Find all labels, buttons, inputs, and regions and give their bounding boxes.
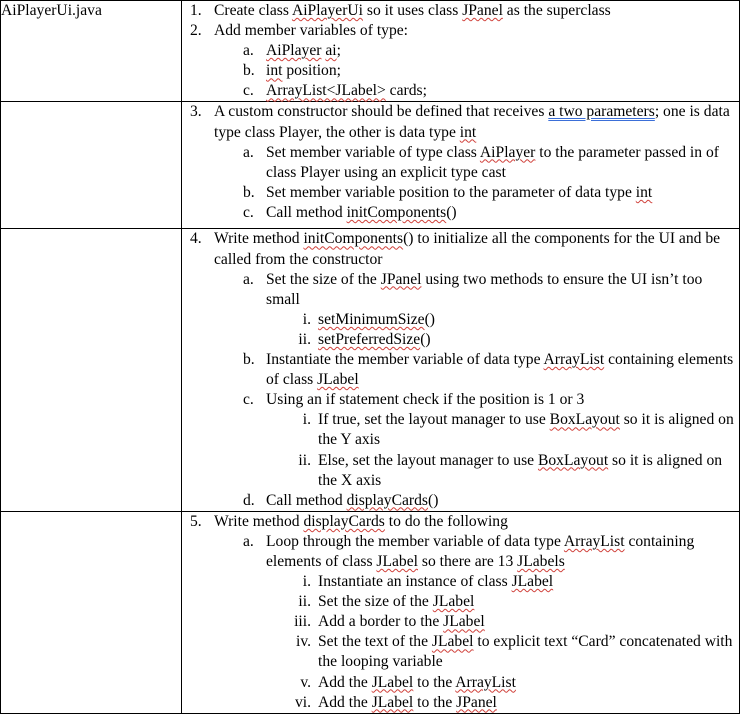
- list-marker: ii.: [298, 451, 311, 469]
- spellcheck-flagged-text: JLabel: [431, 633, 474, 651]
- steps-cell: [182, 511, 740, 713]
- item-text: Instantiate an instance of class: [318, 573, 512, 591]
- item-text: (): [420, 330, 431, 348]
- list-marker: b.: [243, 351, 255, 369]
- list-marker: a.: [243, 532, 254, 550]
- list-marker: a.: [243, 42, 254, 60]
- item-text: to do the following: [384, 512, 508, 530]
- item-text: to the: [413, 673, 456, 691]
- spellcheck-flagged-text: JLabel: [317, 371, 359, 389]
- grammar-flagged-text: a two parameters: [548, 103, 655, 121]
- item-text: Create class: [214, 2, 292, 19]
- spellcheck-flagged-text: initComponents: [303, 230, 404, 248]
- list-marker: ii.: [298, 593, 311, 611]
- list-item: [182, 41, 739, 61]
- spellcheck-flagged-text: int: [266, 62, 283, 80]
- item-text: Add the: [318, 693, 372, 711]
- spellcheck-flagged-text: AiPlayer: [266, 42, 322, 60]
- item-text: containing elements of class: [266, 351, 734, 389]
- item-text: cards;: [385, 82, 427, 100]
- table-row: [1, 229, 740, 511]
- item-text: as the superclass: [502, 2, 611, 19]
- list-item: [182, 491, 739, 511]
- item-text: Set member variable of type class: [266, 143, 480, 161]
- spellcheck-flagged-text: AiPlayerUi: [291, 2, 363, 19]
- item-text: Write method: [214, 230, 304, 248]
- spellcheck-flagged-text: JLabels: [517, 552, 565, 570]
- item-text: to the: [413, 693, 457, 711]
- file-name-cell: [1, 1, 182, 102]
- item-text: Add the: [318, 673, 372, 691]
- spellcheck-flagged-text: JPanel: [462, 2, 503, 19]
- table-row: [1, 102, 740, 229]
- list-item: [182, 203, 739, 223]
- steps-cell: [182, 1, 740, 102]
- spellcheck-flagged-text: JLabel: [376, 552, 418, 570]
- item-text: Add member variables of type:: [214, 22, 408, 40]
- list-item: [182, 592, 739, 612]
- list-item: [182, 350, 739, 390]
- list-marker: iv.: [295, 633, 311, 651]
- steps-cell: [182, 102, 740, 229]
- spellcheck-flagged-text: setMinimumSize: [318, 310, 425, 328]
- item-text: Loop through the member variable of data type: [266, 532, 564, 550]
- spellcheck-flagged-text: JLabel: [511, 573, 554, 591]
- list-marker: 1.: [190, 2, 202, 19]
- list-item: [182, 410, 739, 450]
- list-marker: vi.: [294, 693, 311, 711]
- item-text: to explicit text “Card” concatenated with the looping variable: [318, 633, 733, 671]
- list-item: [182, 1, 739, 21]
- spellcheck-flagged-text: JLabel: [371, 693, 414, 711]
- spellcheck-flagged-text: ai: [325, 42, 337, 60]
- empty-cell: [1, 229, 182, 511]
- item-text: Set the size of the: [318, 593, 433, 611]
- item-text: Else, set the layout manager to use: [318, 451, 538, 469]
- list-item: [182, 693, 739, 713]
- spellcheck-flagged-text: JLabel: [432, 593, 475, 611]
- list-marker: c.: [243, 203, 254, 221]
- item-text: (): [428, 491, 439, 509]
- list-item: [182, 330, 739, 350]
- table-row: [1, 511, 740, 713]
- item-text: Set member variable position to the parameter of data type: [266, 183, 636, 201]
- list-item: [182, 183, 739, 203]
- item-text: (): [424, 310, 435, 328]
- spellcheck-flagged-text: ArrayList: [455, 673, 516, 691]
- list-marker: 4.: [190, 230, 202, 248]
- item-text: Instantiate the member variable of data type: [266, 351, 544, 369]
- item-text: using two methods to ensure the UI isn’t too small: [266, 270, 703, 308]
- item-text: to the parameter passed in of class Player using an explicit type cast: [266, 143, 719, 181]
- list-item: [182, 310, 739, 330]
- list-item: [182, 532, 739, 572]
- list-item: [182, 632, 739, 672]
- list-marker: 5.: [190, 512, 202, 530]
- list-marker: a.: [243, 270, 254, 288]
- spellcheck-flagged-text: ArrayList: [563, 532, 625, 550]
- item-text: Write method: [214, 512, 304, 530]
- list-marker: i.: [302, 573, 311, 591]
- list-item: [182, 390, 739, 410]
- item-text: so there are 13: [418, 552, 518, 570]
- item-text: position;: [282, 62, 341, 80]
- spellcheck-flagged-text: JPanel: [380, 270, 422, 288]
- list-marker: b.: [243, 62, 255, 80]
- list-marker: 2.: [190, 22, 202, 40]
- list-marker: 3.: [190, 103, 202, 121]
- item-text: If true, set the layout manager to use: [318, 411, 550, 429]
- item-text: so it is aligned on the X axis: [318, 451, 723, 489]
- item-text: Call method: [266, 203, 347, 221]
- list-item: [182, 451, 739, 491]
- item-text: containing elements of class: [266, 532, 695, 570]
- list-marker: d.: [243, 491, 255, 509]
- spellcheck-flagged-text: BoxLayout: [549, 411, 620, 429]
- list-marker: ii.: [298, 330, 311, 348]
- spellcheck-flagged-text: setPreferredSize: [318, 330, 421, 348]
- list-item: [182, 572, 739, 592]
- item-text: so it is aligned on the Y axis: [318, 411, 734, 449]
- list-item: [182, 81, 739, 101]
- item-text: ;: [336, 42, 341, 60]
- list-marker: b.: [243, 183, 255, 201]
- list-marker: a.: [243, 143, 254, 161]
- list-item: [182, 673, 739, 693]
- table-row: [1, 1, 740, 102]
- item-text: Set the text of the: [318, 633, 432, 651]
- item-text: A custom constructor should be defined that receives: [214, 103, 549, 121]
- spellcheck-flagged-text: displayCards: [303, 512, 385, 530]
- spellcheck-flagged-text: AiPlayer: [479, 143, 536, 161]
- empty-cell: [1, 511, 182, 713]
- item-text: ; one is data type class Player, the other is data type: [214, 103, 730, 141]
- list-marker: c.: [243, 391, 254, 409]
- spellcheck-flagged-text: ArrayList<JLabel>: [266, 82, 386, 100]
- list-item: [182, 102, 739, 142]
- spellcheck-flagged-text: displayCards: [346, 491, 428, 509]
- list-item: [182, 21, 739, 41]
- list-marker: v.: [300, 673, 311, 691]
- list-marker: i.: [302, 411, 311, 429]
- list-item: [182, 270, 739, 310]
- spellcheck-flagged-text: JPanel: [456, 693, 497, 711]
- list-item: [182, 512, 739, 532]
- list-marker: c.: [243, 82, 254, 100]
- item-text: Set the size of the: [266, 270, 381, 288]
- item-text: Call method: [266, 491, 347, 509]
- spellcheck-flagged-text: BoxLayout: [537, 451, 609, 469]
- spellcheck-flagged-text: int: [635, 183, 653, 201]
- spellcheck-flagged-text: initComponents: [346, 203, 447, 221]
- steps-cell: [182, 229, 740, 511]
- file-name: AiPlayerUi.java: [1, 2, 102, 19]
- spellcheck-flagged-text: JLabel: [443, 613, 485, 631]
- list-item: [182, 143, 739, 183]
- item-text: so it uses class: [362, 2, 463, 19]
- list-marker: iii.: [294, 613, 311, 631]
- list-marker: i.: [302, 310, 311, 328]
- list-item: [182, 229, 739, 269]
- list-item: [182, 61, 739, 81]
- item-text: Add a border to the: [318, 613, 444, 631]
- spellcheck-flagged-text: int: [459, 123, 477, 141]
- item-text: (): [446, 203, 457, 221]
- list-item: [182, 612, 739, 632]
- spellcheck-flagged-text: ArrayList: [543, 351, 605, 369]
- empty-cell: [1, 102, 182, 229]
- item-text: Using an if statement check if the position is 1 or 3: [266, 391, 585, 409]
- item-text: () to initialize all the components for the UI and be called from the constructor: [214, 230, 721, 268]
- spellcheck-flagged-text: JLabel: [371, 673, 414, 691]
